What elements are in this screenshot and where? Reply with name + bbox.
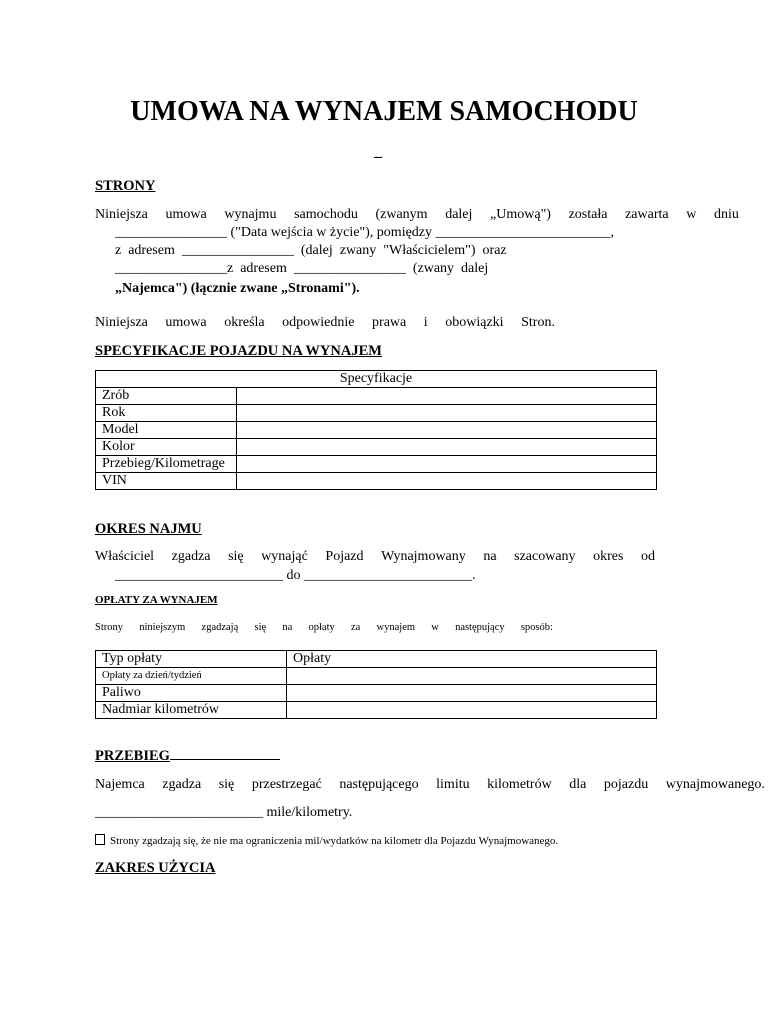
word: dla <box>569 777 587 792</box>
table-header-row <box>96 651 657 668</box>
word: zgadza <box>162 777 202 792</box>
section-heading-zakres: ZAKRES UŻYCIA <box>95 860 216 876</box>
word: od <box>641 549 655 564</box>
word: się <box>218 777 235 792</box>
section-heading-okres: OKRES NAJMU <box>95 521 202 537</box>
heading-underline <box>170 759 280 760</box>
strony-line-4: ________________z adresem ________________ (zwany dalej <box>115 261 489 276</box>
table-row-value[interactable] <box>287 668 657 685</box>
word: Właściciel <box>95 549 155 564</box>
word: na <box>483 549 497 564</box>
table-row <box>96 668 657 685</box>
table-row-label: Nadmiar kilometrów <box>96 702 287 719</box>
word: na <box>282 622 293 633</box>
word: się <box>228 549 244 564</box>
strony-line-5: „Najemca") (łącznie zwane „Stronami"). <box>115 281 360 296</box>
word: limitu <box>436 777 470 792</box>
word: okres <box>593 549 624 564</box>
table-row <box>96 422 657 439</box>
word: dalej <box>445 207 473 222</box>
table-row <box>96 388 657 405</box>
word: opłaty <box>308 622 335 633</box>
word: Stron. <box>521 315 555 330</box>
word: umowa <box>165 207 207 222</box>
word: określa <box>224 315 265 330</box>
word: prawa <box>372 315 407 330</box>
table-row-label: Kolor <box>96 439 237 456</box>
section-heading-vehicle: SPECYFIKACJE POJAZDU NA WYNAJEM <box>95 343 382 359</box>
word: Najemca <box>95 777 145 792</box>
word: i <box>423 315 428 330</box>
word: została <box>568 207 608 222</box>
word: Wynajmowany <box>381 549 466 564</box>
przebieg-heading-text: PRZEBIEG <box>95 748 170 764</box>
unlimited-mileage-option[interactable] <box>95 834 558 847</box>
okres-line-2: ________________________ do ________________________. <box>115 568 476 583</box>
table-header-cell: Typ opłaty <box>96 651 287 668</box>
word: zawarta <box>625 207 669 222</box>
table-row-label: Model <box>96 422 237 439</box>
word: wynajmu <box>224 207 277 222</box>
table-row-value[interactable] <box>237 405 657 422</box>
word: Niniejsza <box>95 315 148 330</box>
scope-sentence <box>95 315 555 331</box>
oplaty-intro <box>95 622 553 633</box>
table-row <box>96 473 657 490</box>
table-row-value[interactable] <box>237 422 657 439</box>
word: (zwanym <box>375 207 428 222</box>
word: Niniejsza <box>95 207 148 222</box>
table-row-value[interactable] <box>237 388 657 405</box>
word: Strony <box>95 622 124 633</box>
word: samochodu <box>294 207 358 222</box>
word: dniu <box>713 207 739 222</box>
word: obowiązki <box>445 315 504 330</box>
table-row <box>96 702 657 719</box>
word: zgadzają <box>201 622 239 633</box>
table-header-row <box>96 371 657 388</box>
word: kilometrów <box>487 777 552 792</box>
table-row <box>96 405 657 422</box>
word: za <box>350 622 361 633</box>
title-dash: – <box>374 148 382 165</box>
table-row-label: Zrób <box>96 388 237 405</box>
checkbox-icon[interactable] <box>95 834 105 845</box>
table-row-label: VIN <box>96 473 237 490</box>
word: następujący <box>455 622 505 633</box>
section-heading-przebieg <box>95 748 280 765</box>
word: pojazdu <box>603 777 649 792</box>
word: Pojazd <box>325 549 364 564</box>
table-row-value[interactable] <box>287 702 657 719</box>
word: niniejszym <box>139 622 186 633</box>
table-row-label: Opłaty za dzień/tydzień <box>96 668 287 685</box>
table-row-value[interactable] <box>237 473 657 490</box>
section-heading-oplaty: OPŁATY ZA WYNAJEM <box>95 594 218 606</box>
vehicle-spec-table <box>95 370 657 490</box>
word: umowa <box>165 315 207 330</box>
strony-line-2: ________________ ("Data wejścia w życie"), pomiędzy _________________________, <box>115 225 615 240</box>
fees-table <box>95 650 657 719</box>
word: przestrzegać <box>251 777 322 792</box>
table-row-label: Paliwo <box>96 685 287 702</box>
przebieg-line-1 <box>95 777 765 793</box>
table-header-cell: Specyfikacje <box>96 371 657 388</box>
okres-line-1 <box>95 549 655 565</box>
table-row-value[interactable] <box>237 439 657 456</box>
word: szacowany <box>514 549 576 564</box>
word: następującego <box>339 777 419 792</box>
word: wynająć <box>261 549 308 564</box>
word: sposób: <box>520 622 553 633</box>
checkbox-label: Strony zgadzają się, że nie ma ograniczenia mil/wydatków na kilometr dla Pojazdu Wynajmowanego. <box>110 835 559 847</box>
word: w <box>686 207 697 222</box>
table-header-cell: Opłaty <box>287 651 657 668</box>
table-row-value[interactable] <box>287 685 657 702</box>
word: odpowiednie <box>282 315 355 330</box>
przebieg-line-2: ________________________ mile/kilometry. <box>95 805 353 820</box>
word: wynajem <box>376 622 416 633</box>
word: w <box>431 622 439 633</box>
word: się <box>254 622 267 633</box>
word: „Umową") <box>490 207 551 222</box>
strony-line-1 <box>95 207 739 223</box>
table-row-value[interactable] <box>237 456 657 473</box>
word: wynajmowanego. <box>665 777 765 792</box>
strony-line-3: z adresem ________________ (dalej zwany "Właścicielem") oraz <box>115 243 507 258</box>
table-row-label: Rok <box>96 405 237 422</box>
table-row <box>96 685 657 702</box>
table-row <box>96 439 657 456</box>
table-row-label: Przebieg/Kilometrage <box>96 456 237 473</box>
document-title: UMOWA NA WYNAJEM SAMOCHODU <box>130 96 638 127</box>
table-row <box>96 456 657 473</box>
section-heading-strony: STRONY <box>95 178 156 194</box>
word: zgadza <box>171 549 211 564</box>
